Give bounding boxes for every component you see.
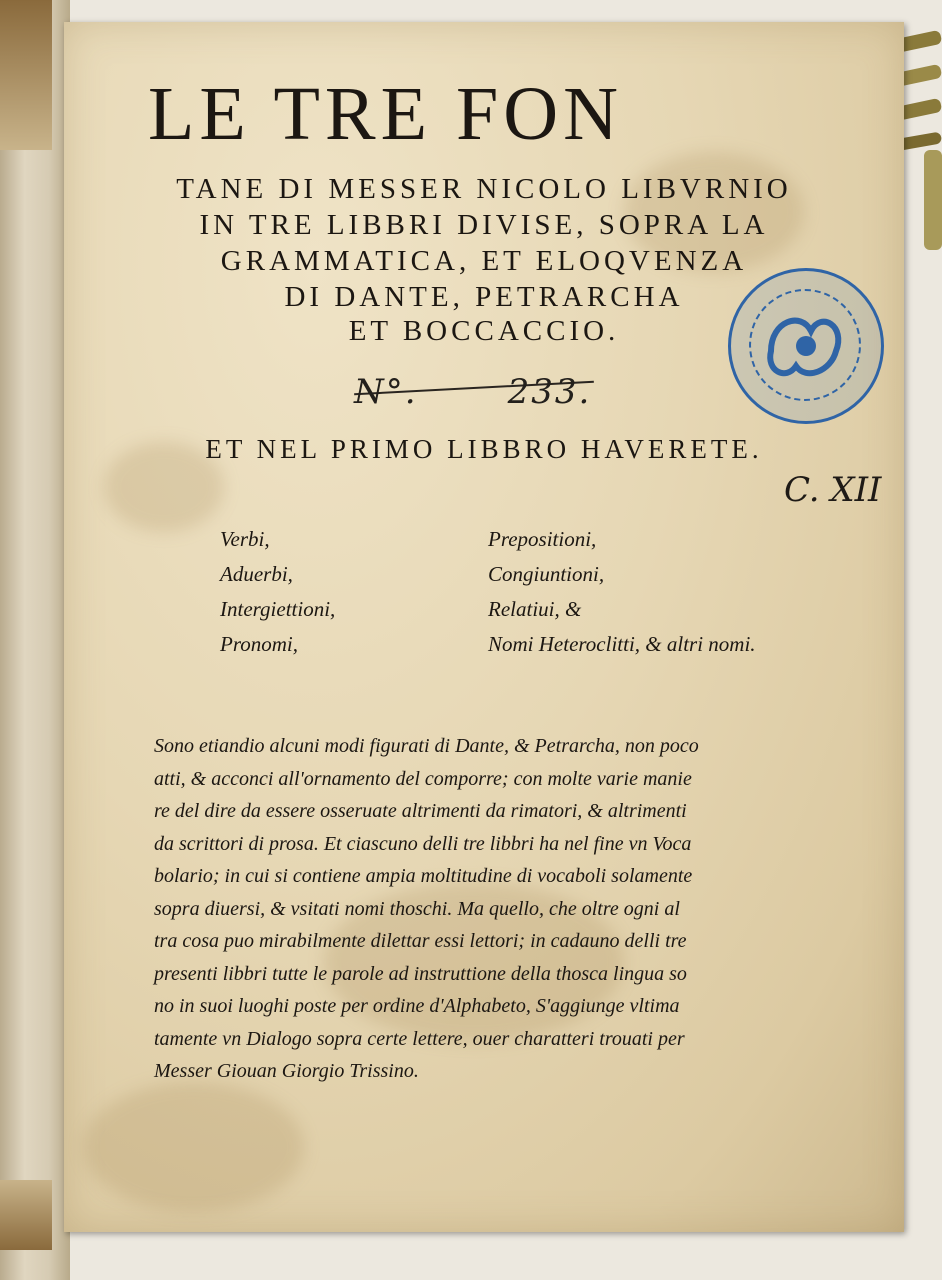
body-line: Messer Giouan Giorgio Trissino. <box>154 1060 419 1082</box>
subheading: ET NEL PRIMO LIBBRO HAVERETE. <box>205 434 763 464</box>
stamp-emblem-icon <box>751 291 861 401</box>
title-line-4: DI DANTE, PETRARCHA <box>284 281 684 313</box>
contents-item: Verbi, <box>220 527 270 551</box>
title-line-2: IN TRE LIBBRI DIVISE, SOPRA LA <box>199 209 769 241</box>
contents-item: Prepositioni, <box>488 527 597 551</box>
body-line: no in suoi luoghi poste per ordine d'Alphabeto, S'aggiunge vltima <box>154 995 680 1017</box>
title-line-3: GRAMMATICA, ET ELOQVENZA <box>220 245 748 277</box>
title-page <box>64 22 904 1232</box>
shelfmark-number: 233. <box>507 372 592 412</box>
contents-item: Intergiettioni, <box>220 597 336 621</box>
binding-band-bottom <box>0 1180 52 1250</box>
contents-item: Aduerbi, <box>220 562 293 586</box>
body-line: tamente vn Dialogo sopra certe lettere, ouer charatteri trouati per <box>154 1027 685 1050</box>
contents-item: Pronomi, <box>220 632 298 656</box>
shelfmark <box>354 372 591 412</box>
contents-item: Relatiui, & <box>488 597 582 621</box>
binding-band-top <box>0 0 52 150</box>
volume-mark: C. XII <box>784 470 882 510</box>
shelfmark-prefix: N°. <box>354 372 418 412</box>
body-line: presenti libbri tutte le parole ad instruttione della thosca lingua so <box>154 962 687 985</box>
library-stamp <box>728 268 884 424</box>
body-paragraph <box>154 730 834 1088</box>
title-line-5: ET BOCCACCIO. <box>348 315 620 347</box>
body-line: da scrittori di prosa. Et ciascuno delli tre libbri ha nel fine vn Voca <box>154 832 692 855</box>
body-line: re del dire da essere osseruate altrimenti da rimatori, & altrimenti <box>154 800 687 822</box>
body-line: sopra diuersi, & vsitati nomi thoschi. Ma quello, che oltre ogni al <box>154 897 680 920</box>
body-line: tra cosa puo mirabilmente dilettar essi lettori; in cadauno delli tre <box>154 930 687 952</box>
contents-right-column <box>488 522 756 662</box>
contents-left-column <box>220 522 335 662</box>
body-line: atti, & acconci all'ornamento del comporre; con molte varie manie <box>154 767 692 790</box>
contents-item: Congiuntioni, <box>488 562 605 586</box>
book-spine-edge <box>0 0 70 1280</box>
contents-item: Nomi Heteroclitti, & altri nomi. <box>488 632 756 656</box>
title-main: LE TRE FON <box>148 72 624 156</box>
title-line-1: TANE DI MESSER NICOLO LIBVRNIO <box>176 173 792 205</box>
body-line: Sono etiandio alcuni modi figurati di Dante, & Petrarcha, non poco <box>154 735 699 757</box>
body-line: bolario; in cui si contiene ampia moltitudine di vocaboli solamente <box>154 865 693 887</box>
